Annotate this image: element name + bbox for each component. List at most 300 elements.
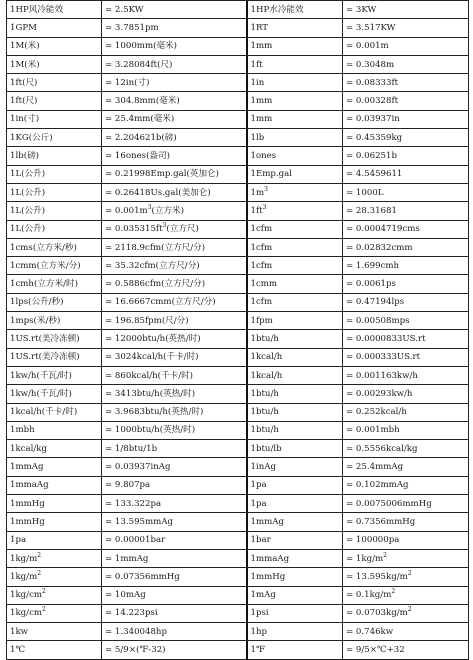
value-text: = 0.21998Emp.gal(英加仑) [105,169,219,180]
unit-cell [247,202,343,220]
unit-cell [247,147,343,165]
value-text: = 0.45359kg [346,132,403,143]
unit-text: 1btu/h [250,388,279,399]
unit-cell [247,604,343,622]
value-text: = 16.6667cmm(立方尺/分) [105,297,216,308]
table-row [7,440,469,458]
unit-text: 1L(公升) [10,169,46,180]
unit-text: 1btu/lb [250,443,282,454]
unit-cell [7,55,102,73]
unit-cell [247,440,343,458]
table-row [7,641,469,659]
unit-text: 1cms(立方米/秒) [10,242,77,253]
unit-text: 1mm [250,41,273,52]
value-cell [102,586,247,604]
unit-text: 1mps(米/秒) [10,315,61,326]
unit-cell [247,421,343,439]
value-cell [343,165,469,183]
unit-text: 1lb(磅) [10,151,40,162]
unit-text: 1kcal/h(千卡/时) [10,407,78,418]
value-text: = 1000btu/h(英热/时) [105,425,196,436]
value-text: = 0.08333ft [346,77,399,88]
value-cell [343,92,469,110]
value-text: = 0.03937in [346,114,400,125]
unit-cell [7,238,102,256]
value-cell [102,330,247,348]
value-cell [343,604,469,622]
value-text: = 35.32cfm(立方尺/分) [105,260,200,271]
value-cell [343,238,469,256]
unit-text: 1cfm [250,224,273,235]
unit-text: 1m [250,187,265,198]
value-tail: (立方米) [151,205,185,216]
value-cell [343,568,469,586]
unit-cell [7,586,102,604]
value-text: = 12000btu/h(英热/时) [105,333,201,344]
table-row [7,348,469,366]
value-text: = 1.699cmh [346,260,400,271]
unit-text: 1pa [10,535,27,546]
unit-text: 1kcal/kg [10,443,47,454]
unit-text: 1hp [250,626,268,637]
value-cell [343,55,469,73]
unit-text: 1cfm [250,260,273,271]
unit-text: 1mmHg [10,516,45,527]
unit-cell [7,421,102,439]
value-cell [102,129,247,147]
unit-cell [7,476,102,494]
value-superscript: 2 [383,551,387,559]
value-cell [343,330,469,348]
value-cell [343,513,469,531]
unit-cell [247,403,343,421]
value-cell [343,421,469,439]
unit-text: 1ones [250,151,277,162]
value-text: = 0.001m [105,205,148,216]
value-text: = 13.595mmAg [105,516,174,527]
table-row [7,586,469,604]
unit-cell [7,385,102,403]
table-row [7,220,469,238]
value-superscript: 2 [391,588,396,596]
unit-cell [7,366,102,384]
value-text: = 0.02832cmm [346,242,413,253]
unit-cell [7,257,102,275]
unit-cell [7,604,102,622]
value-cell [102,568,247,586]
value-text: = 0.00328ft [346,96,399,107]
unit-cell [247,165,343,183]
unit-cell [7,312,102,330]
value-cell [102,257,247,275]
unit-text: 1mmAg [10,462,44,473]
unit-text: 1kcal/h [250,370,283,381]
unit-text: 1US.rt(美冷冻顿) [10,333,80,344]
unit-cell [247,92,343,110]
table-row [7,513,469,531]
table-row [7,568,469,586]
unit-cell [7,549,102,567]
value-cell [102,147,247,165]
value-cell [343,202,469,220]
value-text: = 4.5459611 [346,169,403,180]
unit-text: 1cfm [250,297,273,308]
table-row [7,549,469,567]
unit-text: 1mAg [250,590,276,601]
value-text: = 0.0061ps [346,279,396,290]
unit-text: 1mmaAg [250,553,290,564]
value-text: = 1000mm(毫米) [105,41,177,52]
table-row [7,110,469,128]
unit-cell [7,165,102,183]
unit-cell [7,513,102,531]
unit-text: 1cmm [250,279,278,290]
value-text: = 0.3048m [346,59,395,70]
value-cell [343,183,469,201]
unit-cell [247,275,343,293]
unit-cell [247,513,343,531]
value-cell [102,385,247,403]
unit-text: 1ft(尺) [10,77,38,88]
value-text: = 1/8btu/1b [105,443,158,454]
value-superscript: 3 [147,204,152,212]
value-cell [343,348,469,366]
value-text: = 0.03937inAg [105,462,171,473]
value-cell [343,366,469,384]
unit-cell [7,202,102,220]
unit-text: 1℉ [250,645,265,656]
value-cell [102,238,247,256]
value-cell [343,440,469,458]
value-cell [102,165,247,183]
value-cell [102,403,247,421]
unit-cell [247,257,343,275]
unit-text: 1kg/m [10,571,38,582]
unit-text: 1℃ [10,645,26,656]
value-cell [102,183,247,201]
value-cell [102,641,247,659]
value-text: = 25.4mm(毫米) [105,114,175,125]
table-row [7,385,469,403]
unit-text: 1US.rt(美冷冻顿) [10,352,80,363]
value-cell [343,403,469,421]
unit-text: 1kg/cm [10,590,43,601]
unit-cell [247,110,343,128]
unit-cell [247,330,343,348]
value-text: = 133.322pa [105,498,162,509]
unit-cell [7,220,102,238]
table-row [7,275,469,293]
unit-cell [7,19,102,37]
unit-text: 1in(寸) [10,114,40,125]
unit-text: 1bar [250,535,271,546]
value-cell [102,220,247,238]
unit-text: 1kg/m [10,553,38,564]
value-text: = 0.035315ft [105,224,163,235]
unit-cell [247,586,343,604]
table-row [7,403,469,421]
table-row [7,421,469,439]
value-cell [102,623,247,641]
value-cell [102,110,247,128]
unit-cell [247,549,343,567]
unit-cell [7,92,102,110]
unit-cell [247,312,343,330]
value-cell [102,476,247,494]
unit-cell [247,495,343,513]
unit-cell [7,568,102,586]
value-cell [102,1,247,19]
value-cell [343,257,469,275]
unit-text: 1in [250,77,265,88]
value-text: = 3.7851pm [105,22,159,33]
unit-cell [247,220,343,238]
value-text: = 0.252kcal/h [346,407,407,418]
unit-cell [7,495,102,513]
unit-cell [247,55,343,73]
unit-superscript: 2 [37,551,42,559]
table-row [7,623,469,641]
value-text: = 1mmAg [105,553,149,564]
value-text: = 0.5886cfm(立方尺/分) [105,279,206,290]
unit-text: 1mbh [10,425,35,436]
table-body [7,1,469,660]
value-text: = 12in(寸) [105,77,150,88]
unit-text: 1KG(公斤) [10,132,53,143]
value-text: = 0.0075006mmHg [346,498,432,509]
table-row [7,55,469,73]
unit-cell [247,348,343,366]
unit-text: 1psi [250,608,269,619]
unit-cell [247,476,343,494]
table-row [7,37,469,55]
value-cell [102,549,247,567]
unit-text: 1kw [10,626,29,637]
value-superscript: 2 [407,606,412,614]
value-text: = 0.47194lps [346,297,405,308]
value-text: = 0.06251b [346,151,397,162]
unit-superscript: 3 [262,204,267,212]
unit-text: 1btu/h [250,407,279,418]
value-cell [343,458,469,476]
value-cell [102,604,247,622]
value-text: = 0.5556kcal/kg [346,443,418,454]
unit-text: 1L(公升) [10,224,46,235]
unit-cell [7,74,102,92]
value-cell [102,312,247,330]
table-row [7,458,469,476]
value-cell [102,495,247,513]
unit-text: 1Emp.gal [250,169,292,180]
table-row [7,165,469,183]
unit-text: 1mm [250,96,273,107]
value-text: = 0.7356mmHg [346,516,416,527]
value-text: = 0.746kw [346,626,394,637]
table-row [7,495,469,513]
table-row [7,129,469,147]
unit-cell [247,1,343,19]
value-text: = 0.0703kg/m [346,608,408,619]
table-row [7,19,469,37]
unit-text: 1mmHg [10,498,45,509]
value-cell [343,129,469,147]
value-tail: (立方尺) [166,224,199,235]
value-cell [343,220,469,238]
value-cell [102,55,247,73]
value-cell [343,495,469,513]
value-text: = 1000L [346,187,384,198]
value-cell [102,275,247,293]
unit-text: 1cmh(立方米/时) [10,279,78,290]
value-text: = 14.223psi [105,608,158,619]
unit-cell [247,74,343,92]
unit-text: 1cmm(立方米/分) [10,260,81,271]
table-row [7,604,469,622]
value-text: = 28.31681 [346,205,397,216]
unit-text: 1ft [250,205,263,216]
value-superscript: 2 [407,569,412,577]
unit-text: 1GPM [10,22,37,33]
unit-text: 1kg/cm [10,608,43,619]
unit-cell [247,129,343,147]
value-cell [102,202,247,220]
unit-cell [7,458,102,476]
table-row [7,476,469,494]
table-row [7,531,469,549]
unit-cell [7,348,102,366]
unit-text: 1pa [250,498,267,509]
unit-text: 1cfm [250,242,273,253]
unit-cell [7,275,102,293]
value-text: = 5/9×(℉-32) [105,645,166,656]
unit-text: 1L(公升) [10,187,46,198]
unit-cell [247,568,343,586]
unit-cell [247,238,343,256]
value-text: = 0.26418Us.gal(美加仑) [105,187,211,198]
unit-text: 1kw/h(千瓦/时) [10,388,72,399]
unit-cell [247,293,343,311]
table-row [7,147,469,165]
value-text: = 860kcal/h(千卡/时) [105,370,194,381]
unit-superscript: 2 [42,606,46,614]
value-cell [343,623,469,641]
value-text: = 3.517KW [346,22,396,33]
value-cell [102,92,247,110]
value-cell [343,110,469,128]
value-cell [102,348,247,366]
value-cell [343,549,469,567]
table-row [7,74,469,92]
unit-text: 1HP水冷能效 [250,4,304,15]
value-text: = 2118.9cfm(立方尺/分) [105,242,206,253]
unit-text: 1btu/h [250,333,279,344]
value-text: = 3024kcal/h(千卡/时) [105,352,199,363]
value-text: = 3413btu/h(英热/时) [105,388,196,399]
value-text: = 304.8mm(毫米) [105,96,180,107]
unit-superscript: 3 [264,185,268,193]
value-cell [102,458,247,476]
unit-cell [7,623,102,641]
unit-text: 1M(米) [10,41,40,52]
value-text: = 0.0000833US.rt [346,333,426,344]
value-text: = 0.001163kw/h [346,370,418,381]
unit-text: 1RT [250,22,269,33]
unit-text: 1L(公升) [10,205,46,216]
unit-cell [247,19,343,37]
table-row [7,366,469,384]
value-cell [102,366,247,384]
unit-text: 1mmHg [250,571,286,582]
unit-text: 1mmaAg [10,480,49,491]
unit-cell [7,403,102,421]
value-text: = 0.000333US.rt [346,352,421,363]
unit-text: 1kw/h(千瓦/时) [10,370,72,381]
value-text: = 3.9683btu/h(英热/时) [105,407,204,418]
value-text: = 0.001mbh [346,425,400,436]
unit-text: 1M(米) [10,59,40,70]
value-text: = 2.5KW [105,4,144,15]
value-text: = 0.07356mmHg [105,571,180,582]
unit-cell [7,293,102,311]
value-text: = 10mAg [105,590,146,601]
value-text: = 100000pa [346,535,400,546]
value-cell [343,275,469,293]
value-cell [343,74,469,92]
value-cell [343,476,469,494]
unit-cell [7,183,102,201]
unit-text: 1mmAg [250,516,284,527]
unit-conversion-table [6,0,469,660]
unit-text: 1inAg [250,462,276,473]
value-text: = 0.1kg/m [346,590,392,601]
value-cell [102,19,247,37]
value-text: = 16ones(盎司) [105,151,170,162]
value-cell [343,641,469,659]
unit-cell [247,458,343,476]
table-row [7,312,469,330]
value-cell [102,421,247,439]
table-row [7,183,469,201]
unit-text: 1HP风冷能效 [10,4,64,15]
value-cell [102,74,247,92]
value-cell [343,312,469,330]
value-text: = 13.595kg/m [346,571,408,582]
value-text: = 9.807pa [105,480,151,491]
unit-cell [247,531,343,549]
value-text: = 0.102mmAg [346,480,409,491]
unit-cell [7,641,102,659]
value-cell [343,1,469,19]
value-cell [343,147,469,165]
unit-cell [247,623,343,641]
value-text: = 9/5×℃+32 [346,645,405,656]
unit-superscript: 2 [42,588,46,596]
value-text: = 0.00293kw/h [346,388,413,399]
table-row [7,1,469,19]
value-text: = 0.001m [346,41,389,52]
unit-text: 1pa [250,480,267,491]
unit-cell [7,440,102,458]
value-text: = 0.00508mps [346,315,410,326]
unit-cell [7,147,102,165]
unit-cell [247,37,343,55]
unit-cell [7,1,102,19]
value-cell [343,19,469,37]
unit-text: 1btu/h [250,425,279,436]
unit-text: 1lps(公升/秒) [10,297,64,308]
value-text: = 0.00001bar [105,535,166,546]
value-cell [102,531,247,549]
